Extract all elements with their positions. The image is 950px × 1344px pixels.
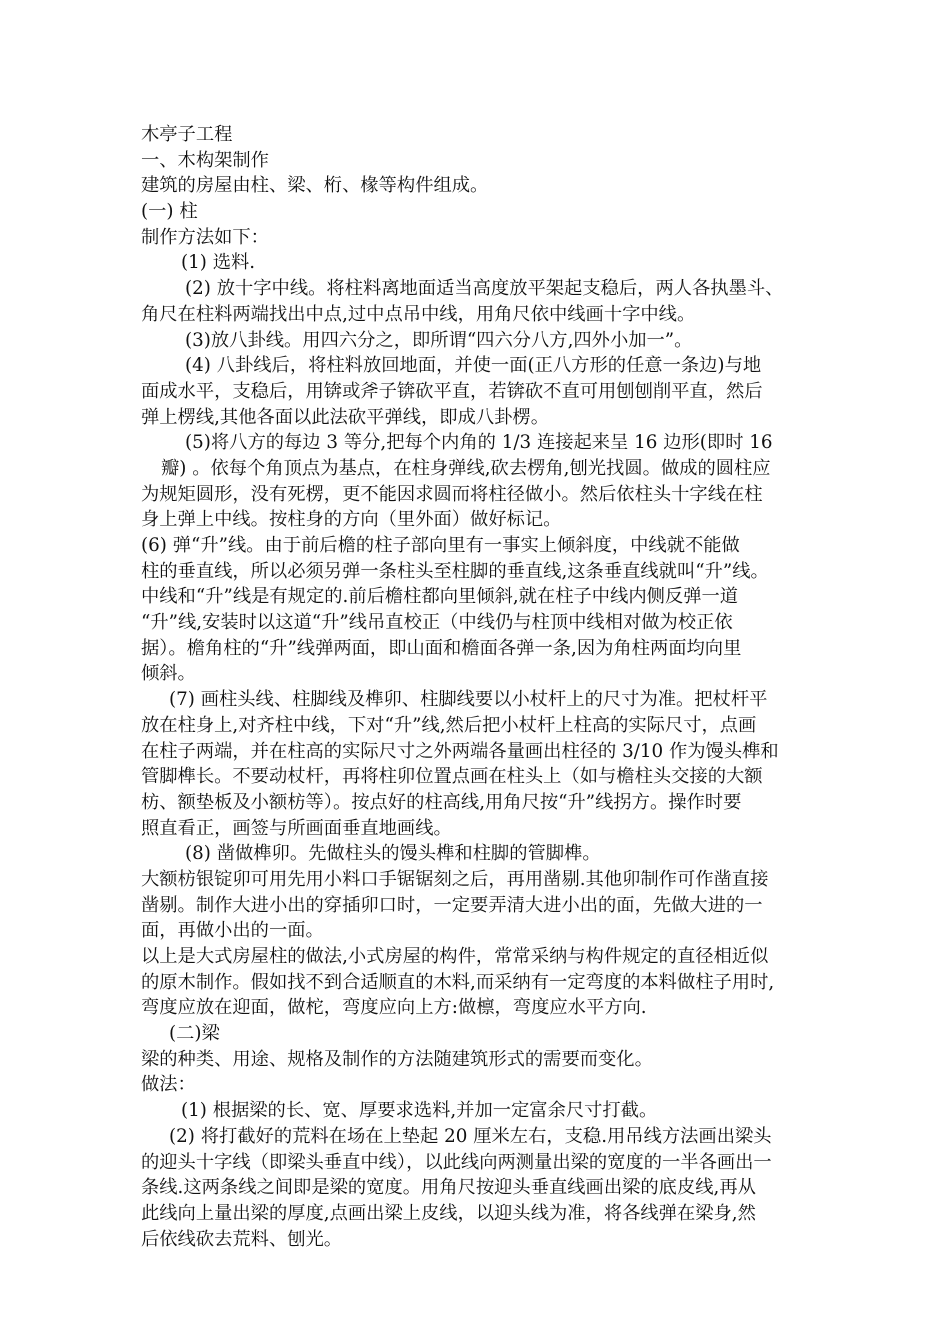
step-line: (3)放八卦线。用四六分之，即所谓“四六分八方,四外小加一”。 xyxy=(185,329,693,351)
subsection-heading: (二)梁 xyxy=(169,1023,220,1045)
text-line: 在柱子两端，并在柱高的实际尺寸之外两端各量画出柱径的 3/10 作为馒头榫和 xyxy=(141,740,779,762)
text-line: 照直看正，画签与所画面垂直地画线。 xyxy=(141,817,452,839)
step-line: (1) 根据梁的长、宽、厚要求选料,并加一定富余尺寸打截。 xyxy=(181,1100,658,1122)
text-line: 做法： xyxy=(141,1074,196,1096)
text-line: 柱的垂直线，所以必须另弹一条柱头至柱脚的垂直线,这条垂直线就叫“升”线。 xyxy=(141,560,769,582)
text-line: 管脚榫长。不要动杖杆，再将柱卯位置点画在柱头上（如与檐柱头交接的大额 xyxy=(141,766,763,788)
text-line: 梁的种类、用途、规格及制作的方法随建筑形式的需要而变化。 xyxy=(141,1048,653,1070)
text-line: 角尺在柱料两端找出中点,过中点吊中线，用角尺依中线画十字中线。 xyxy=(141,303,696,325)
text-line: 此线向上量出梁的厚度,点画出梁上皮线，以迎头线为准，将各线弹在梁身,然 xyxy=(141,1202,756,1224)
text-line: 弯度应放在迎面，做柁，弯度应向上方:做檩，弯度应水平方向. xyxy=(141,997,647,1019)
document-title: 木亭子工程 xyxy=(141,124,233,145)
text-line: 放在柱身上,对齐柱中线，下对“升”线,然后把小杖杆上柱高的实际尺寸，点画 xyxy=(141,714,757,736)
section-heading: 一、木构架制作 xyxy=(141,149,269,171)
text-line: 倾斜。 xyxy=(141,663,196,685)
text-line: 凿剔。制作大进小出的穿插卯口时，一定要弄清大进小出的面，先做大进的一 xyxy=(141,894,763,916)
document-page xyxy=(141,122,816,1252)
text-line: “升”线,安装时以这道“升”线吊直校正（中线仍与柱顶中线相对做为校正依 xyxy=(141,612,733,634)
step-line: (1) 选料. xyxy=(181,252,256,274)
text-line: 后依线砍去荒料、刨光。 xyxy=(141,1228,343,1250)
step-line: (2) 放十字中线。将柱料离地面适当高度放平架起支稳后，两人各执墨斗、 xyxy=(185,278,784,300)
text-line: 大额枋银锭卯可用先用小料口手锯锯刻之后，再用凿剔.其他卯制作可作凿直接 xyxy=(141,868,769,890)
text-line: 的原木制作。假如找不到合适顺直的木料,而采纳有一定弯度的本料做柱子用时, xyxy=(141,971,775,993)
step-line: (7) 画柱头线、柱脚线及榫卯、柱脚线要以小杖杆上的尺寸为准。把杖杆平 xyxy=(169,689,768,711)
text-line: 弹上楞线,其他各面以此法砍平弹线，即成八卦楞。 xyxy=(141,406,549,428)
subsection-heading: (一) 柱 xyxy=(141,201,198,223)
text-line: 面成水平，支稳后，用锛或斧子锛砍平直，若锛砍不直可用刨刨削平直，然后 xyxy=(141,380,763,402)
step-line: (2) 将打截好的荒料在场在上垫起 20 厘米左右，支稳.用吊线方法画出梁头 xyxy=(169,1125,772,1147)
text-line: 据）。檐角柱的“升”线弹两面，即山面和檐面各弹一条,因为角柱两面均向里 xyxy=(141,637,742,659)
step-line: (8) 凿做榫卯。先做柱头的馒头榫和柱脚的管脚榫。 xyxy=(185,843,601,865)
text-line: 身上弹上中线。按柱身的方向（里外面）做好标记。 xyxy=(141,509,562,531)
text-line: 的迎头十字线（即梁头垂直中线），以此线向两测量出梁的宽度的一半各画出一 xyxy=(141,1151,772,1173)
step-line: (4) 八卦线后，将柱料放回地面，并使一面(正八方形的任意一条边)与地 xyxy=(185,355,762,377)
text-line: 以上是大式房屋柱的做法,小式房屋的构件，常常采纳与构件规定的直径相近似 xyxy=(141,946,769,967)
step-line: (5)将八方的每边 3 等分,把每个内角的 1/3 连接起来呈 16 边形(即时 16 xyxy=(185,432,773,454)
text-line: 为规矩圆形，没有死楞，更不能因求圆而将柱径做小。然后依柱头十字线在柱 xyxy=(141,483,763,505)
text-line: 枋、额垫板及小额枋等）。按点好的柱高线,用角尺按“升”线拐方。操作时要 xyxy=(141,791,742,813)
text-line: 条线.这两条线之间即是梁的宽度。用角尺按迎头垂直线画出梁的底皮线,再从 xyxy=(141,1177,756,1199)
text-line: 建筑的房屋由柱、梁、桁、椽等构件组成。 xyxy=(141,175,489,197)
text-line: 制作方法如下： xyxy=(141,226,269,248)
text-line: 面，再做小出的一面。 xyxy=(141,920,324,942)
text-line: 瓣) 。依每个角顶点为基点，在柱身弹线,砍去楞角,刨光找圆。做成的圆柱应 xyxy=(161,457,771,479)
text-line: 中线和“升”线是有规定的.前后檐柱都向里倾斜,就在柱子中线内侧反弹一道 xyxy=(141,586,739,608)
step-line: (6) 弹“升”线。由于前后檐的柱子部向里有一事实上倾斜度，中线就不能做 xyxy=(141,535,740,556)
